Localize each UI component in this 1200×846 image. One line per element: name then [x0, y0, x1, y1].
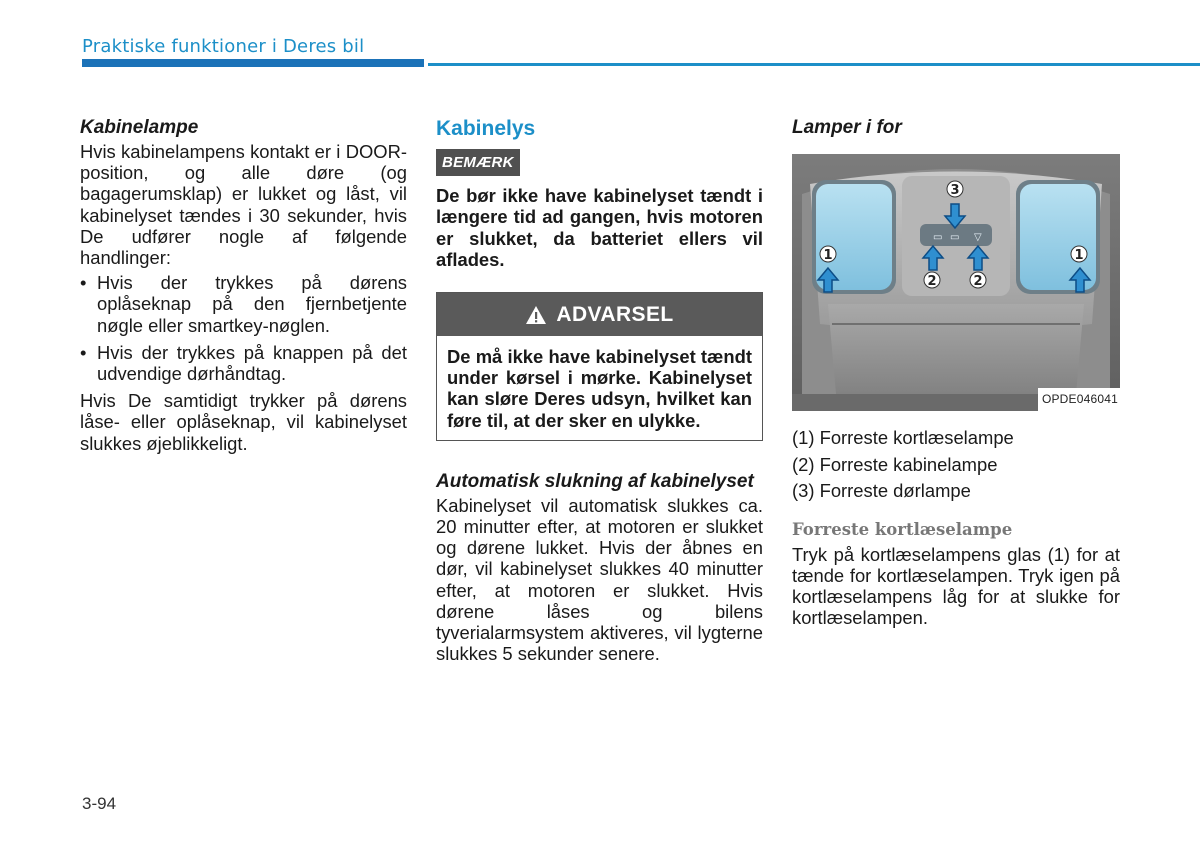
auto-off-paragraph: Kabinelyset vil automatisk slukkes ca. 20 minutter efter, at motoren er slukket og dørene lukket. Hvis der åbnes en dør, vil kabinelyset slukkes 40 minutter efter, at motoren er slukket. Hvis dørene låses og bilens tyverialarmsystem aktiveres, vil lygterne slukkes 5 sekunder senere. [436, 494, 763, 665]
svg-text:▭: ▭ [950, 232, 960, 243]
note-text: De bør ikke have kabinelyset tændt i længere tid ad gangen, hvis motoren er slukket, da batteriet ellers vil aflades. [436, 185, 763, 270]
list-item: (2) Forreste kabinelampe [792, 453, 998, 475]
overhead-console-figure [792, 154, 1120, 411]
subheading-auto-off: Automatisk slukning af kabinelyset [436, 470, 754, 492]
svg-text:1: 1 [823, 248, 833, 263]
subheading-kortlaeselampe: Forreste kortlæselampe [792, 519, 1013, 539]
bullet-dot: • [80, 272, 87, 294]
svg-text:▭: ▭ [933, 232, 943, 243]
section-title: Kabinelys [436, 117, 536, 140]
bullet-list [80, 272, 407, 384]
column-2 [436, 117, 763, 664]
subheading-kabinelampe: Kabinelampe [80, 117, 199, 138]
bullet-text: Hvis der trykkes på knappen på det udvendige dørhåndtag. [97, 341, 407, 385]
kortlaeselampe-paragraph: Tryk på kortlæselampens glas (1) for at tænde for kortlæselampen. Tryk igen på kortlæselampens låg for at slukke for kortlæselampen. [792, 543, 1120, 629]
list-item: (3) Forreste dørlampe [792, 480, 971, 501]
list-item [80, 342, 407, 384]
column-3 [792, 117, 1120, 629]
svg-text:3: 3 [950, 183, 960, 198]
intro-paragraph: Hvis kabinelampens kontakt er i DOOR-position, og alle døre (og bagagerumsklap) er lukket og låst, vil kabinelyset tændes i 30 sekunder, hvis De udfører nogle af følgende handlinger: [80, 141, 407, 269]
lamp-list [792, 425, 1120, 505]
note-tag: BEMÆRK [436, 149, 520, 176]
warning-box [436, 292, 763, 441]
header-rule-light [428, 63, 1200, 66]
warning-title: ADVARSEL [556, 302, 674, 326]
svg-text:2: 2 [973, 274, 983, 289]
svg-text:1: 1 [1074, 248, 1084, 263]
warning-triangle-icon [525, 305, 547, 325]
svg-text:▽: ▽ [974, 232, 982, 243]
bullet-text: Hvis der trykkes på dørens oplåseknap på den fjernbetjente nøgle eller smartkey-nøglen. [97, 272, 407, 336]
list-item: (1) Forreste kortlæselampe [792, 427, 1014, 448]
warning-header [437, 293, 762, 336]
page-number: 3-94 [82, 794, 117, 813]
figure-code-label: OPDE046041 [1038, 388, 1120, 411]
subheading-lamper: Lamper i for [792, 117, 902, 138]
svg-text:2: 2 [927, 274, 937, 289]
column-1 [80, 117, 407, 454]
overhead-console-illustration [792, 154, 1120, 411]
list-item [80, 272, 407, 336]
header-rule-dark [82, 59, 424, 67]
warning-text: De må ikke have kabinelyset tændt under kørsel i mørke. Kabinelyset kan sløre Deres udsyn, hvilket kan føre til, at der sker en ulykke. [447, 346, 752, 431]
outro-paragraph: Hvis De samtidigt trykker på dørens låse- eller oplåseknap, vil kabinelyset slukkes øjeblikkeligt. [80, 390, 407, 454]
running-header: Praktiske funktioner i Deres bil [82, 36, 365, 57]
bullet-dot: • [80, 341, 87, 363]
